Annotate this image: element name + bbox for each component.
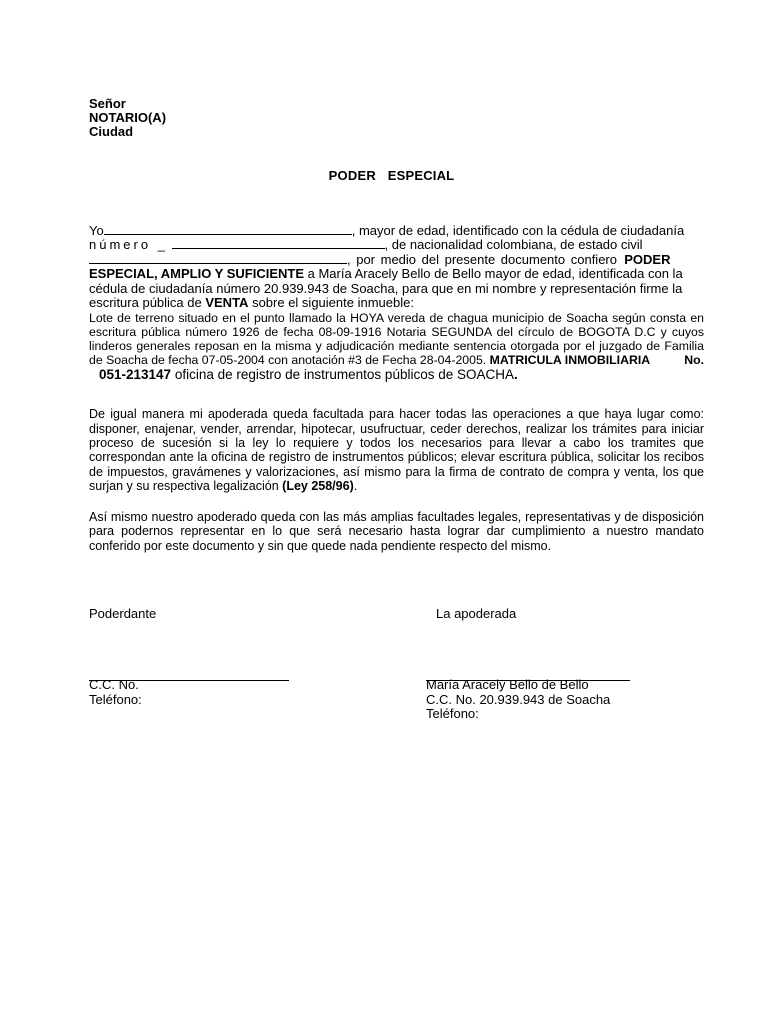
attorney-cc: C.C. No. 20.939.943 de Soacha	[426, 691, 611, 707]
intro-nacionalidad: , de nacionalidad colombiana, de estado civil	[384, 237, 643, 252]
intro-inmueble: sobre el siguiente inmueble:	[248, 295, 414, 310]
intro-poder-especial: ESPECIAL, AMPLIO Y SUFICIENTE	[89, 266, 305, 281]
matricula-end: .	[514, 367, 518, 383]
attorney-name: María Aracely Bello de Bello	[426, 677, 589, 692]
intro-poder: PODER	[624, 251, 671, 267]
intro-venta: VENTA	[205, 295, 249, 310]
id-number-blank	[172, 238, 385, 249]
civil-status-blank	[89, 253, 347, 264]
addressee-title: NOTARIO(A)	[89, 110, 167, 125]
registry-office: oficina de registro de instrumentos públicos de SOACHA	[171, 367, 514, 383]
intro-cedula-rest: , para que en mi nombre y representación firme la	[394, 280, 683, 296]
powers-end: .	[353, 478, 358, 493]
intro-paragraph	[89, 224, 704, 311]
document-title: PODER ESPECIAL	[328, 168, 455, 183]
property-description	[89, 311, 704, 368]
intro-mayor: , mayor de edad, identificado con la cédula de ciudadanía	[351, 222, 685, 238]
intro-numero: número _	[89, 237, 168, 252]
attorney-phone: Teléfono:	[426, 706, 479, 721]
intro-cedula: cédula de ciudadanía número 20.939.943 de Soacha	[89, 280, 395, 296]
intro-line-2	[89, 238, 704, 253]
intro-to-person: a María Aracely Bello de Bello mayor de edad, identificada con la	[304, 266, 683, 281]
powers-paragraph	[89, 407, 704, 493]
law-reference: (Ley 258/96)	[282, 478, 354, 493]
intro-line-1	[89, 224, 704, 239]
addressee-salutation: Señor	[89, 96, 126, 111]
intro-line-3	[89, 253, 704, 268]
grantor-cc: C.C. No.	[89, 677, 139, 692]
document-body	[89, 97, 704, 553]
addressee-city: Ciudad	[89, 124, 134, 139]
broad-powers-paragraph: Así mismo nuestro apoderado queda con las más amplias facultades legales, representativas y de disposición para podernos representar en lo que será necesario hasta lograr dar cumplimiento a nuestro mandato conferido por este documento y sin que quede nada pendiente respecto del mismo.	[89, 510, 704, 553]
grantor-details	[89, 678, 142, 707]
matricula-label: MATRICULA INMOBILIARIA	[489, 353, 651, 368]
powers-text: De igual manera mi apoderada queda facultada para hacer todas las operaciones a que haya lugar como: disponer, enajenar, vender, arrendar, hipotecar, usufructuar, ceder derechos, realizar los trámites para iniciar proceso de sucesión si la ley lo requiere y todos los necesarios para llevar a cabo los tramites que correspondan ante la oficina de registro de instrumentos públicos; elevar escritura pública, solicitar los recibos de impuestos, gravámenes y valorizaciones, así mismo para la firma de contrato de compra y venta, los que surjan y su respectiva legalización	[89, 407, 704, 493]
intro-confiero: , por medio del presente documento confiero	[347, 251, 617, 267]
intro-line-6	[89, 296, 704, 311]
addressee-block	[89, 97, 704, 139]
grantor-label: Poderdante	[89, 606, 157, 621]
matricula-number: 051-213147	[99, 367, 172, 383]
property-text: Lote de terreno situado en el punto llamado la HOYA vereda de chagua municipio de Soacha según consta en escritura pública número 1926 de fecha 08-09-1916 Notaria SEGUNDA del círculo de BOGOTA D.C y cuyos linderos generales reposan en la misma y adjudicación mediante sentencia otorgada por el juzgado de Familia de Soacha de fecha 07-05-2004 con anotación #3 de Fecha 28-04-2005.	[89, 310, 704, 368]
attorney-label: La apoderada	[436, 606, 517, 621]
intro-line-4	[89, 267, 704, 282]
intro-line-5	[89, 282, 704, 297]
attorney-details	[426, 678, 610, 722]
intro-yo: Yo	[89, 222, 104, 238]
grantor-phone: Teléfono:	[89, 691, 142, 707]
signature-section	[89, 605, 689, 745]
intro-escritura: escritura pública de	[89, 295, 206, 310]
name-blank	[104, 224, 352, 235]
matricula-no-label: No.	[684, 353, 704, 368]
matricula-line	[89, 367, 704, 383]
